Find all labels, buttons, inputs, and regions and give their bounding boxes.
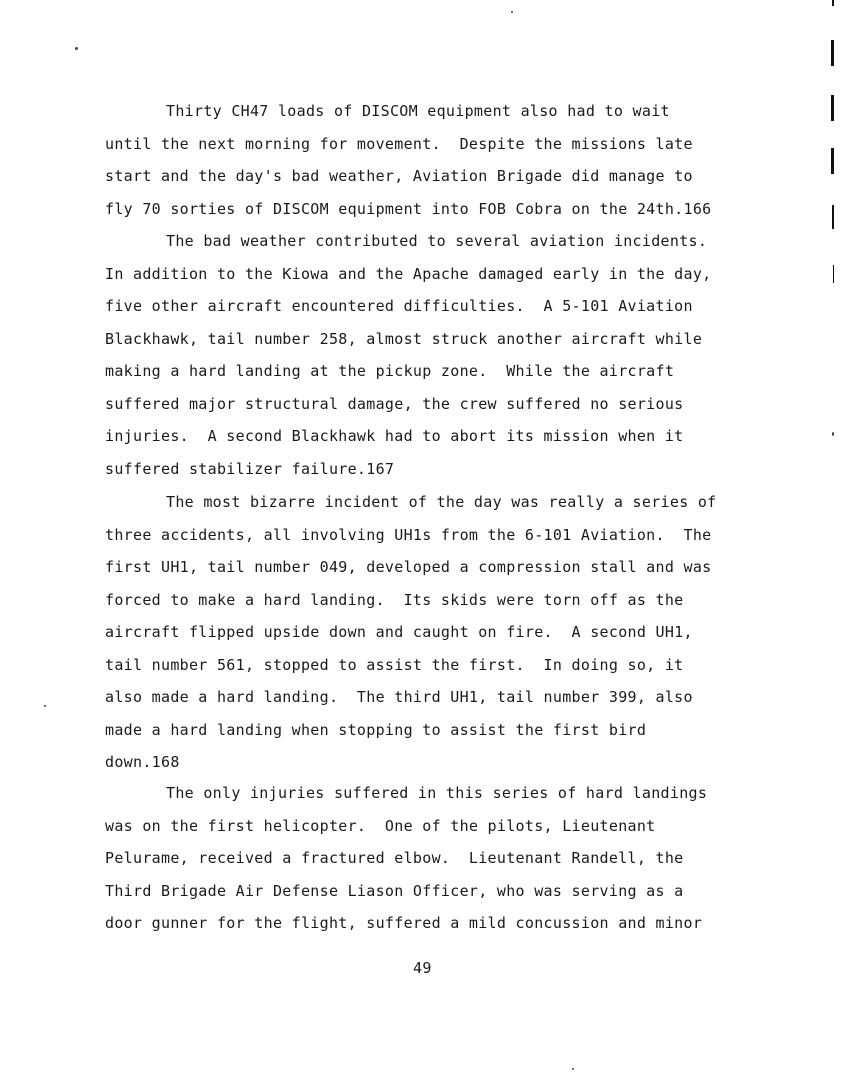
text-line: five other aircraft encountered difficulties. A 5-101 Aviation [105,297,693,315]
text-line: also made a hard landing. The third UH1, tail number 399, also [105,688,693,706]
text-line: was on the first helicopter. One of the pilots, Lieutenant [105,816,656,835]
text-line: In addition to the Kiowa and the Apache damaged early in the day, [105,264,712,283]
text-line: made a hard landing when stopping to assist the first bird [105,720,647,739]
scan-speck [572,1068,574,1070]
text-line: Blackhawk, tail number 258, almost struck another aircraft while [105,329,703,348]
text-line: until the next morning for movement. Despite the missions late [105,134,693,153]
scan-speck [44,705,46,707]
text-line: Thirty CH47 loads of DISCOM equipment also had to wait [166,102,670,120]
text-line: down.168 [105,753,180,771]
page-number: 49 [413,959,432,977]
margin-bar [831,40,834,66]
scan-speck [75,47,78,50]
paragraph-3 [105,486,765,779]
margin-bar [831,148,834,174]
scan-speck [511,11,513,13]
text-line: aircraft flipped upside down and caught on fire. A second UH1, [105,623,693,641]
paragraph-1 [105,95,765,225]
text-line: first UH1, tail number 049, developed a compression stall and was [105,558,712,576]
text-line: fly 70 sorties of DISCOM equipment into FOB Cobra on the 24th.166 [105,199,712,218]
text-line: Third Brigade Air Defense Liason Officer, who was serving as a [105,881,684,900]
margin-bar [832,0,834,6]
text-line: suffered stabilizer failure.167 [105,459,395,478]
text-line: The most bizarre incident of the day was really a series of [166,493,717,511]
text-line: making a hard landing at the pickup zone. While the aircraft [105,362,675,380]
text-line: three accidents, all involving UH1s from the 6-101 Aviation. The [105,525,712,544]
margin-bar [833,265,834,283]
paragraph-4 [105,777,765,940]
text-line: forced to make a hard landing. Its skids were torn off as the [105,590,684,609]
text-line: door gunner for the flight, suffered a mild concussion and minor [105,914,703,932]
margin-bar [831,95,834,121]
text-line: Pelurame, received a fractured elbow. Lieutenant Randell, the [105,849,684,867]
text-line: tail number 561, stopped to assist the first. In doing so, it [105,655,684,674]
text-line: suffered major structural damage, the crew suffered no serious [105,394,684,413]
margin-bar [832,205,834,229]
scan-speck [832,432,834,436]
paragraph-2 [105,225,765,485]
text-line: injuries. A second Blackhawk had to abort its mission when it [105,427,684,445]
text-line: The bad weather contributed to several aviation incidents. [166,232,708,250]
text-line: start and the day's bad weather, Aviation Brigade did manage to [105,167,693,185]
text-line: The only injuries suffered in this series of hard landings [166,784,708,802]
